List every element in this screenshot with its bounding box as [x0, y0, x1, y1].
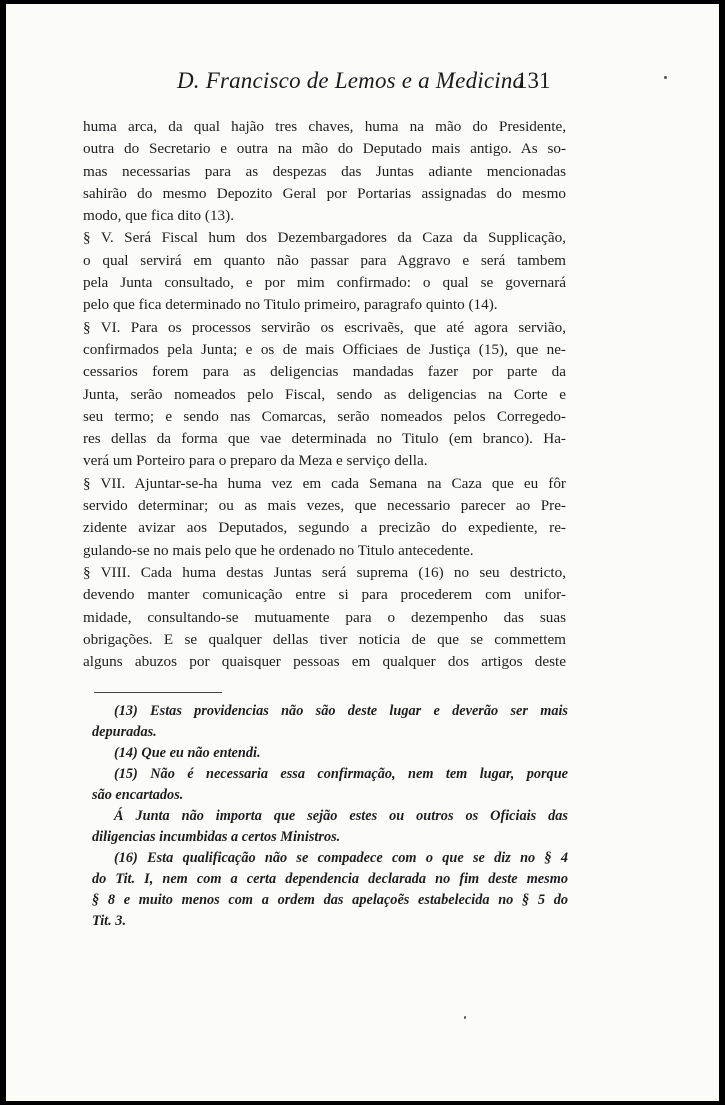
- body-text: [83, 116, 566, 673]
- body-line: confirmados pela Junta; e os de mais Officiaes de Justiça (15), que ne-: [83, 340, 566, 358]
- footnote-line: § 8 e muito menos com a ordem das apelaçoẽs estabelecida no § 5 do: [92, 892, 568, 908]
- footnote-line: (16) Esta qualificação não se compadece com o que se diz no § 4: [114, 850, 568, 866]
- body-line: res dellas da forma que vae determinada no Titulo (em branco). Ha-: [83, 430, 566, 448]
- body-line: modo, que fica dito (13).: [83, 207, 234, 225]
- body-line: § VII. Ajuntar-se-ha huma vez em cada Semana na Caza que eu fôr: [83, 474, 566, 492]
- body-line: zidente avizar aos Deputados, segundo a precizão do expediente, re-: [83, 519, 566, 537]
- body-line: servido determinar; ou as mais vezes, que necessario parecer ao Pre-: [83, 497, 566, 515]
- footnote-line: Tit. 3.: [92, 913, 127, 929]
- body-line: pelo que fica determinado no Titulo primeiro, paragrafo quinto (14).: [83, 296, 498, 314]
- footnote-divider: [94, 692, 222, 693]
- footnote-line: são encartados.: [92, 787, 184, 803]
- footnote-line: (14) Que eu não entendi.: [114, 745, 261, 761]
- body-line: obrigações. E se qualquer dellas tiver noticia de que se commettem: [83, 630, 566, 648]
- footnote-line: do Tit. I, nem com a certa dependencia declarada no fim deste mesmo: [92, 871, 568, 887]
- body-line: huma arca, da qual hajão tres chaves, huma na mão do Presidente,: [83, 118, 566, 135]
- running-header-title: D. Francisco de Lemos e a Medicina: [177, 68, 525, 93]
- scan-speck: [464, 1016, 466, 1019]
- body-line: pela Junta consultado, e por mim confirmado: o qual se governará: [83, 274, 566, 292]
- body-line: cessarios forem para as deligencias mandadas fazer por parte da: [83, 363, 566, 381]
- body-line: mas necessarias para as despezas das Juntas adiante mencionadas: [83, 162, 566, 180]
- body-line: § VI. Para os processos servirão os escrivaẽs, que até agora servião,: [83, 318, 566, 336]
- body-line: outra do Secretario e outra na mão do Deputado mais antigo. As so-: [83, 140, 566, 158]
- body-line: verá um Porteiro para o preparo da Meza e serviço della.: [83, 452, 428, 470]
- body-line: o qual servirá em quanto não passar para Aggravo e será tambem: [83, 251, 566, 269]
- body-line: devendo manter comunicação entre si para procederem com unifor-: [83, 586, 566, 604]
- body-line: § V. Será Fiscal hum dos Dezembargadores da Caza da Supplicação,: [83, 229, 566, 247]
- body-line: sahirão do mesmo Depozito Geral por Portarias assignadas do mesmo: [83, 184, 566, 202]
- footnotes: [92, 701, 568, 932]
- footnote-line: diligencias incumbidas a certos Ministros.: [92, 829, 341, 845]
- body-line: seu termo; e sendo nas Comarcas, serão nomeados pelos Corregedo-: [83, 407, 566, 425]
- body-line: midade, consultando-se mutuamente para o dezempenho das suas: [83, 608, 566, 626]
- footnote-line: depuradas.: [92, 724, 157, 740]
- body-line: Junta, serão nomeados pelo Fiscal, sendo as deligencias na Corte e: [83, 385, 566, 403]
- scan-speck: [664, 76, 667, 79]
- body-line: § VIII. Cada huma destas Juntas será suprema (16) no seu destricto,: [83, 563, 566, 581]
- body-line: gulando-se no mais pelo que he ordenado no Titulo antecedente.: [83, 541, 474, 559]
- footnote-line: (13) Estas providencias não são deste lugar e deverão ser mais: [114, 703, 568, 719]
- document-page: [6, 4, 719, 1101]
- footnote-line: (15) Não é necessaria essa confirmação, nem tem lugar, porque: [114, 766, 568, 782]
- body-line: alguns abuzos por quaisquer pessoas em qualquer dos artigos deste: [83, 653, 566, 671]
- page-number: 131: [516, 68, 551, 93]
- footnote-line: Á Junta não importa que sejão estes ou outros os Oficiais das: [114, 808, 568, 824]
